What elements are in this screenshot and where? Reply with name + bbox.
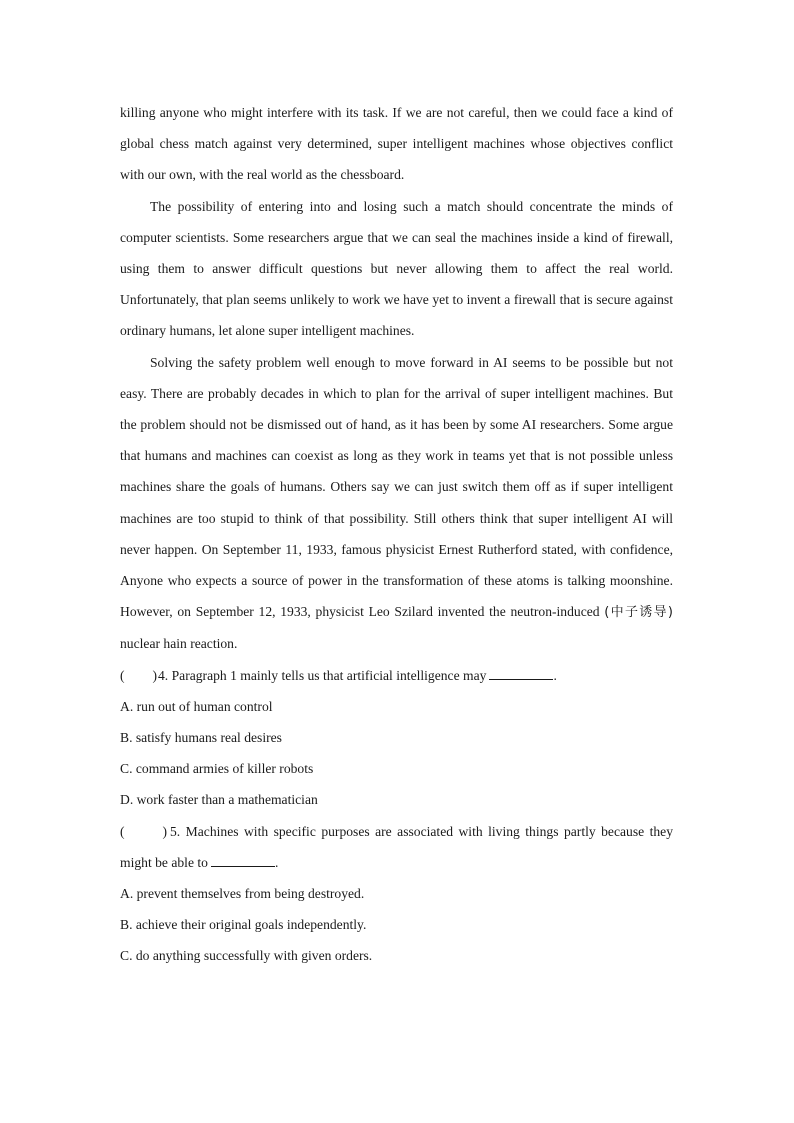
question-text: Paragraph 1 mainly tells us that artificial intelligence may	[171, 667, 487, 683]
question-4-stem: ( )4. Paragraph 1 mainly tells us that artificial intelligence may .	[120, 660, 673, 691]
question-text: Machines with specific purposes are associated with living things partly because they might be able to	[120, 823, 674, 870]
answer-bracket: ( )	[120, 823, 168, 839]
paragraph-3-ending: nuclear hain reaction.	[120, 636, 238, 652]
passage-paragraph-3	[120, 347, 673, 660]
question-5-stem: ( ) 5. Machines with specific purposes are associated with living things partly because they might be able to .	[120, 816, 673, 878]
question-4-option-c: C. command armies of killer robots	[120, 761, 314, 777]
question-5-option-b: B. achieve their original goals independently.	[120, 917, 367, 933]
question-5-option-a: A. prevent themselves from being destroyed.	[120, 886, 365, 902]
document-page	[120, 97, 673, 972]
question-number: 5.	[170, 823, 181, 839]
answer-bracket: ( )	[120, 667, 158, 683]
question-5-option-c: C. do anything successfully with given orders.	[120, 948, 373, 964]
passage-paragraph-2: The possibility of entering into and losing such a match should concentrate the minds of computer scientists. Some researchers argue that we can seal the machines inside a kind of firewall, using them to answer difficult questions but never allowing them to affect the real world. Unfortunately, that plan seems unlikely to work we have yet to invent a firewall that is secure against ordinary humans, let alone super intelligent machines.	[120, 198, 673, 339]
chinese-annotation: (中子诱导)	[604, 605, 673, 621]
question-number: 4.	[158, 667, 169, 683]
paragraph-3-text: Solving the safety problem well enough to move forward in AI seems to be possible but not easy. There are probably decades in which to plan for the arrival of super intelligent machines. But the problem should not be dismissed out of hand, as it has been by some AI researchers. Some argue that humans and machines can coexist as long as they work in teams yet that is not possible unless machines share the goals of humans. Others say we can just switch them off as if super intelligent machines are too stupid to think of that possibility. Still others think that super intelligent AI will never happen. On September 11, 1933, famous physicist Ernest Rutherford stated, with confidence, Anyone who expects a source of power in the transformation of these atoms is talking moonshine. However, on September 12, 1933, physicist Leo Szilard invented the neutron-induced	[120, 354, 673, 620]
question-4-option-b: B. satisfy humans real desires	[120, 730, 282, 746]
answer-blank	[489, 667, 553, 680]
passage-paragraph-1: killing anyone who might interfere with its task. If we are not careful, then we could face a kind of global chess match against very determined, super intelligent machines whose objectives conflict with our own, with the real world as the chessboard.	[120, 105, 673, 183]
question-4-option-d: D. work faster than a mathematician	[120, 792, 318, 808]
answer-blank	[211, 854, 275, 867]
question-4-option-a: A. run out of human control	[120, 698, 273, 714]
